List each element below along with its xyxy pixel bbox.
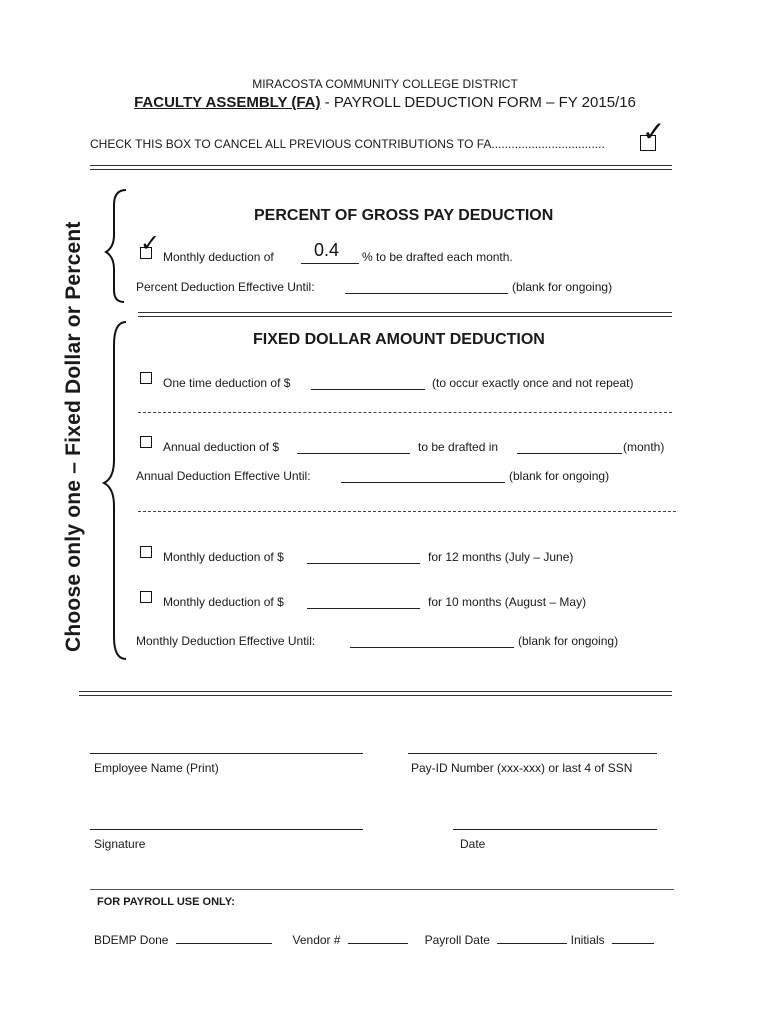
side-instruction: Choose only one – Fixed Dollar or Percent xyxy=(62,221,85,652)
brace-icon xyxy=(100,185,130,665)
form-title xyxy=(0,94,770,111)
annual-month-label: (month) xyxy=(623,440,665,454)
form-title-org: FACULTY ASSEMBLY (FA) xyxy=(134,94,321,111)
monthly-12-note: for 12 months (July – June) xyxy=(428,550,574,564)
percent-monthly-input[interactable]: 0.4 xyxy=(314,240,340,260)
annual-amount-input[interactable] xyxy=(297,453,410,454)
monthly-until-label: Monthly Deduction Effective Until: xyxy=(136,634,316,648)
annual-until-note: (blank for ongoing) xyxy=(509,469,610,483)
divider xyxy=(138,312,672,317)
dashed-divider xyxy=(138,511,676,512)
monthly-10-checkbox[interactable] xyxy=(140,591,152,603)
form-title-rest: - PAYROLL DEDUCTION FORM – FY 2015/16 xyxy=(320,94,636,111)
payroll-date-input[interactable] xyxy=(497,931,567,944)
dashed-divider xyxy=(138,412,672,413)
bdemp-input[interactable] xyxy=(176,931,272,944)
monthly-10-note: for 10 months (August – May) xyxy=(428,595,587,609)
monthly-10-amount-input[interactable] xyxy=(307,608,420,609)
divider xyxy=(90,889,674,890)
annual-mid-label: to be drafted in xyxy=(418,440,499,454)
payroll-date-label: Payroll Date xyxy=(424,933,490,947)
percent-monthly-suffix: % to be drafted each month. xyxy=(362,250,513,264)
one-time-note: (to occur exactly once and not repeat) xyxy=(432,376,634,390)
one-time-label: One time deduction of $ xyxy=(163,376,291,390)
monthly-12-checkbox[interactable] xyxy=(140,546,152,558)
initials-label: Initials xyxy=(570,933,605,947)
one-time-checkbox[interactable] xyxy=(140,372,152,384)
checkmark-icon: ✓ xyxy=(642,116,666,147)
payroll-heading: FOR PAYROLL USE ONLY: xyxy=(97,896,235,908)
annual-month-input[interactable] xyxy=(517,453,622,454)
payroll-row xyxy=(94,931,654,947)
cancel-contributions-label: CHECK THIS BOX TO CANCEL ALL PREVIOUS CONTRIBUTIONS TO FA.................................. xyxy=(90,137,605,151)
monthly-10-label: Monthly deduction of $ xyxy=(163,595,284,609)
percent-monthly-prefix: Monthly deduction of xyxy=(163,250,274,264)
signature-label: Signature xyxy=(94,837,146,851)
monthly-until-input[interactable] xyxy=(350,647,514,648)
percent-monthly-input-line xyxy=(301,263,359,264)
annual-label: Annual deduction of $ xyxy=(163,440,280,454)
annual-until-input[interactable] xyxy=(341,482,505,483)
annual-until-label: Annual Deduction Effective Until: xyxy=(136,469,311,483)
annual-checkbox[interactable] xyxy=(140,436,152,448)
divider xyxy=(79,691,672,696)
percent-until-note: (blank for ongoing) xyxy=(512,280,613,294)
monthly-12-amount-input[interactable] xyxy=(307,563,420,564)
vendor-label: Vendor # xyxy=(292,933,341,947)
district-name: MIRACOSTA COMMUNITY COLLEGE DISTRICT xyxy=(252,77,518,91)
signature-input[interactable] xyxy=(90,829,363,830)
bdemp-label: BDEMP Done xyxy=(94,933,169,947)
pay-id-label: Pay-ID Number (xxx-xxx) or last 4 of SSN xyxy=(411,761,633,775)
monthly-until-note: (blank for ongoing) xyxy=(518,634,619,648)
vendor-input[interactable] xyxy=(348,931,408,944)
percent-section-heading: PERCENT OF GROSS PAY DEDUCTION xyxy=(254,207,554,224)
employee-name-input[interactable] xyxy=(90,753,363,754)
monthly-12-label: Monthly deduction of $ xyxy=(163,550,284,564)
one-time-amount-input[interactable] xyxy=(311,389,425,390)
date-input[interactable] xyxy=(453,829,657,830)
date-label: Date xyxy=(460,837,486,851)
checkmark-icon: ✓ xyxy=(140,230,161,257)
employee-name-label: Employee Name (Print) xyxy=(94,761,219,775)
percent-until-input[interactable] xyxy=(345,293,508,294)
fixed-section-heading: FIXED DOLLAR AMOUNT DEDUCTION xyxy=(253,331,545,348)
percent-until-label: Percent Deduction Effective Until: xyxy=(136,280,315,294)
pay-id-input[interactable] xyxy=(408,753,657,754)
divider xyxy=(90,165,672,170)
initials-input[interactable] xyxy=(612,931,654,944)
